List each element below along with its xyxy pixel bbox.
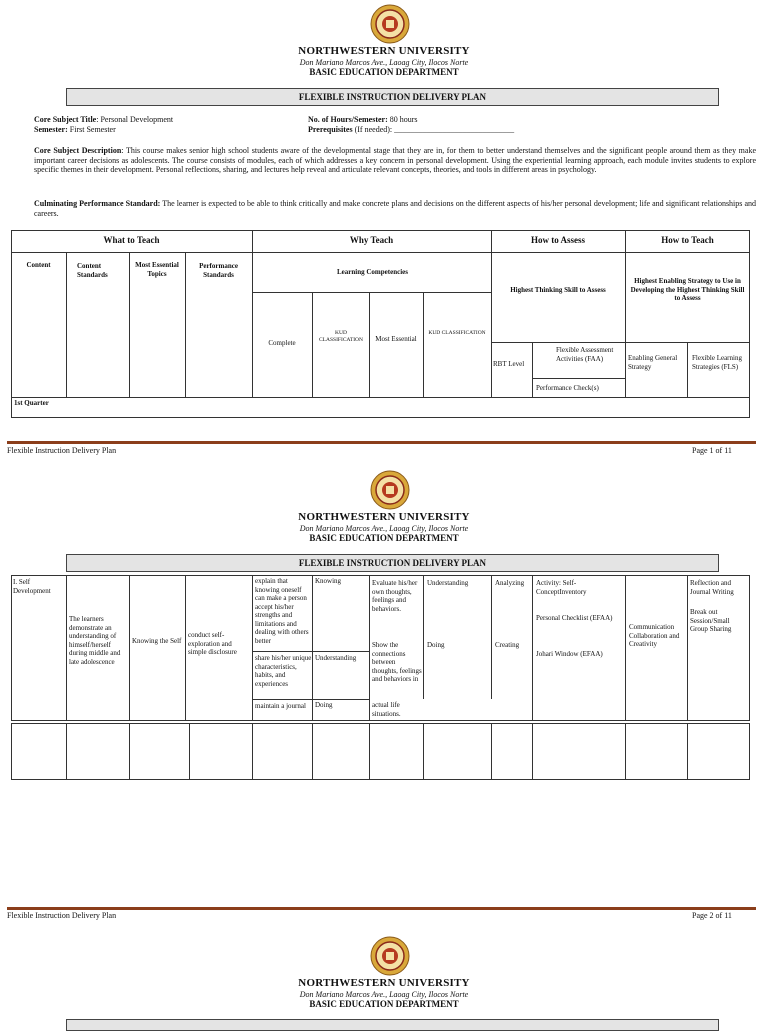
header-faa: Flexible Assessment Activities (FAA)	[556, 346, 614, 363]
prereq-label: Prerequisites	[308, 125, 353, 134]
culminating-label: Culminating Performance Standard:	[34, 199, 161, 208]
row-kud-3: Doing	[315, 701, 333, 709]
row-me-kud-1: Understanding	[427, 579, 469, 587]
university-address: Don Mariano Marcos Ave., Laoag City, Ilocos Norte	[299, 58, 469, 67]
university-address: Don Mariano Marcos Ave., Laoag City, Ilocos Norte	[299, 990, 469, 999]
footer-divider	[7, 441, 756, 444]
row-content: I. Self Development	[13, 578, 51, 595]
semester	[34, 125, 116, 135]
quarter-label: 1st Quarter	[14, 399, 49, 407]
row-competency-2: share his/her unique characteristics, habits, and experiences	[255, 654, 312, 688]
plan-title-box	[66, 1019, 719, 1031]
header-what-to-teach: What to Teach	[103, 236, 160, 245]
subject-title-label: Core Subject Title	[34, 115, 97, 124]
row-enabling-general: Communication Collaboration and Creativity	[629, 623, 680, 648]
subject-title	[34, 115, 173, 125]
header-most-essential-topics: Most Essential Topics	[135, 261, 179, 278]
row-fls-1: Reflection and Journal Writing	[690, 579, 734, 596]
header-content-standards: Content Standards	[77, 262, 108, 279]
header-complete: Complete	[268, 339, 296, 347]
prerequisites	[308, 125, 514, 135]
plan-table	[11, 230, 750, 418]
header-performance-checks: Performance Check(s)	[536, 384, 599, 392]
row-most-essential-1: Evaluate his/her own thoughts, feelings and behaviors.	[372, 579, 418, 613]
university-name: NORTHWESTERN UNIVERSITY	[298, 977, 470, 989]
hours-label: No. of Hours/Semester:	[308, 115, 388, 124]
row-rbt-1: Analyzing	[495, 579, 525, 587]
header-highest-enabling: Highest Enabling Strategy to Use in Developing the Highest Thinking Skill to Assess	[630, 277, 745, 302]
header-highest-thinking: Highest Thinking Skill to Assess	[510, 286, 606, 294]
prereq-value: (If needed): ______________________________	[352, 125, 515, 134]
row-rbt-2: Creating	[495, 641, 520, 649]
department-name: BASIC EDUCATION DEPARTMENT	[309, 67, 459, 77]
subject-description	[34, 146, 756, 175]
header-enabling-general: Enabling General Strategy	[628, 354, 678, 371]
university-seal-icon	[370, 936, 410, 976]
header-learning-competencies: Learning Competencies	[337, 268, 408, 276]
header-how-to-teach: How to Teach	[661, 236, 714, 245]
header-kud-2: KUD CLASSIFICATION	[428, 330, 486, 336]
plan-title: FLEXIBLE INSTRUCTION DELIVERY PLAN	[66, 554, 719, 572]
row-kud-2: Understanding	[315, 654, 357, 662]
university-name: NORTHWESTERN UNIVERSITY	[298, 511, 470, 523]
row-most-essential-3: actual life situations.	[372, 701, 401, 718]
header-how-to-assess: How to Assess	[530, 236, 585, 245]
footer-divider	[7, 907, 756, 910]
row-fls-2: Break out Session/Small Group Sharing	[690, 608, 732, 633]
culminating-text: The learner is expected to be able to think critically and make concrete plans and decisions on the different aspects of his/her personal development; life and significant relationships and careers.	[34, 199, 756, 218]
header-why-teach: Why Teach	[349, 236, 394, 245]
description-text: : This course makes senior high school students aware of the developmental stage that they are in, for them to better understand themselves and the significant people around them as they make important career decisions as adolescents. The course consists of modules, each of which addresses a key concern in personal development. Using the experiential learning approach, each module invites students to explore specific themes in their development. Personal reflections, sharing, and lectures help reveal and articulate relevant concepts, theories, and tools in different areas in psychology.	[34, 146, 756, 174]
footer-title: Flexible Instruction Delivery Plan	[7, 911, 117, 920]
header-most-essential: Most Essential	[375, 335, 417, 343]
header-kud-1: KUD CLASSIFICATION	[318, 330, 363, 343]
hours	[308, 115, 418, 125]
university-name: NORTHWESTERN UNIVERSITY	[298, 45, 470, 57]
university-seal-icon	[370, 4, 410, 44]
header-performance-standards: Performance Standards	[199, 262, 238, 279]
row-topics: Knowing the Self	[132, 637, 182, 645]
header-content: Content	[26, 261, 51, 269]
semester-value: First Semester	[67, 125, 116, 134]
department-name: BASIC EDUCATION DEPARTMENT	[309, 533, 459, 543]
row-competency-1: explain that knowing oneself can make a person accept his/her strengths and limitations and dealing with others better	[255, 577, 309, 645]
row-faa-1: Activity: Self-ConceptInventory	[536, 579, 587, 596]
footer-title: Flexible Instruction Delivery Plan	[7, 446, 117, 455]
row-me-kud-2: Doing	[427, 641, 445, 649]
description-label: Core Subject Description	[34, 146, 122, 155]
footer-page-number: Page 1 of 11	[692, 446, 732, 455]
hours-value: 80 hours	[387, 115, 418, 124]
plan-table-empty-row	[11, 723, 750, 780]
culminating-standard	[34, 199, 756, 218]
header-rbt-level: RBT Level	[493, 360, 525, 368]
semester-label: Semester:	[34, 125, 68, 134]
row-competency-3: maintain a journal	[255, 702, 306, 710]
footer-page-number: Page 2 of 11	[692, 911, 732, 920]
row-kud-1: Knowing	[315, 577, 342, 585]
row-faa-3: Johari Window (EFAA)	[536, 650, 603, 658]
university-seal-icon	[370, 470, 410, 510]
row-content-standards: The learners demonstrate an understanding of himself/herself during middle and late adolescence	[69, 615, 121, 666]
row-faa-2: Personal Checklist (EFAA)	[536, 614, 613, 622]
row-performance-standards: conduct self-exploration and simple disclosure	[188, 631, 237, 656]
department-name: BASIC EDUCATION DEPARTMENT	[309, 999, 459, 1009]
row-most-essential-2: Show the connections between thoughts, feelings and behaviors in	[372, 641, 422, 683]
plan-title: FLEXIBLE INSTRUCTION DELIVERY PLAN	[66, 88, 719, 106]
subject-title-value: : Personal Development	[96, 115, 174, 124]
university-address: Don Mariano Marcos Ave., Laoag City, Ilocos Norte	[299, 524, 469, 533]
header-fls: Flexible Learning Strategies (FLS)	[692, 354, 742, 371]
